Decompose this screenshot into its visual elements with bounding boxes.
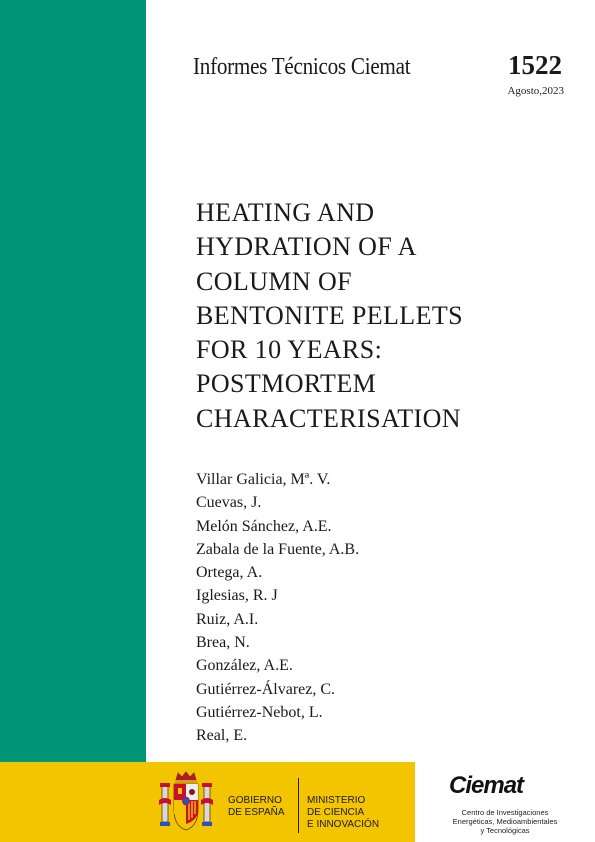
tagline-line: y Tecnológicas [480, 826, 530, 835]
author: González, A.E. [196, 657, 293, 675]
green-side-band [0, 0, 146, 762]
gov-line: DE ESPAÑA [228, 807, 285, 818]
author: Ortega, A. [196, 564, 263, 582]
author: Zabala de la Fuente, A.B. [196, 540, 360, 558]
report-date: Agosto,2023 [507, 85, 564, 97]
author: Brea, N. [196, 634, 250, 652]
author-list [196, 468, 359, 748]
author: Ruiz, A.I. [196, 610, 259, 628]
title-line: FOR 10 YEARS: [196, 335, 383, 365]
author: Iglesias, R. J [196, 587, 278, 605]
footer-divider [298, 778, 299, 833]
ciemat-tagline [430, 808, 580, 835]
author: Real, E. [196, 727, 248, 745]
ciemat-logo: Ciemat [449, 772, 524, 799]
title-line: HEATING AND [196, 198, 375, 227]
title-line: BENTONITE PELLETS [196, 300, 464, 330]
gov-line: GOBIERNO [228, 795, 282, 806]
author: Melón Sánchez, A.E. [196, 517, 332, 535]
author: Villar Galicia, Mª. V. [196, 471, 331, 488]
spain-coat-of-arms-icon [156, 770, 216, 834]
report-number: 1522 [508, 50, 562, 80]
tagline-line: Energéticas, Medioambientales [452, 817, 558, 826]
series-title: Informes Técnicos Ciemat [193, 54, 411, 80]
tagline-line: Centro de Investigaciones [461, 808, 549, 817]
title-line: CHARACTERISATION [196, 403, 461, 433]
ministry-line: DE CIENCIA [307, 807, 365, 818]
ministry-label [307, 795, 379, 831]
government-label [228, 795, 285, 819]
author: Cuevas, J. [196, 494, 262, 512]
title-line: POSTMORTEM [196, 369, 377, 399]
ministry-line: E INNOVACIÓN [307, 819, 380, 830]
ministry-line: MINISTERIO [307, 795, 366, 806]
title-line: COLUMN OF [196, 266, 353, 296]
author: Gutiérrez-Álvarez, C. [196, 680, 336, 698]
author: Gutiérrez-Nebot, L. [196, 703, 323, 721]
title-line: HYDRATION OF A [196, 232, 417, 262]
report-title [196, 196, 576, 436]
